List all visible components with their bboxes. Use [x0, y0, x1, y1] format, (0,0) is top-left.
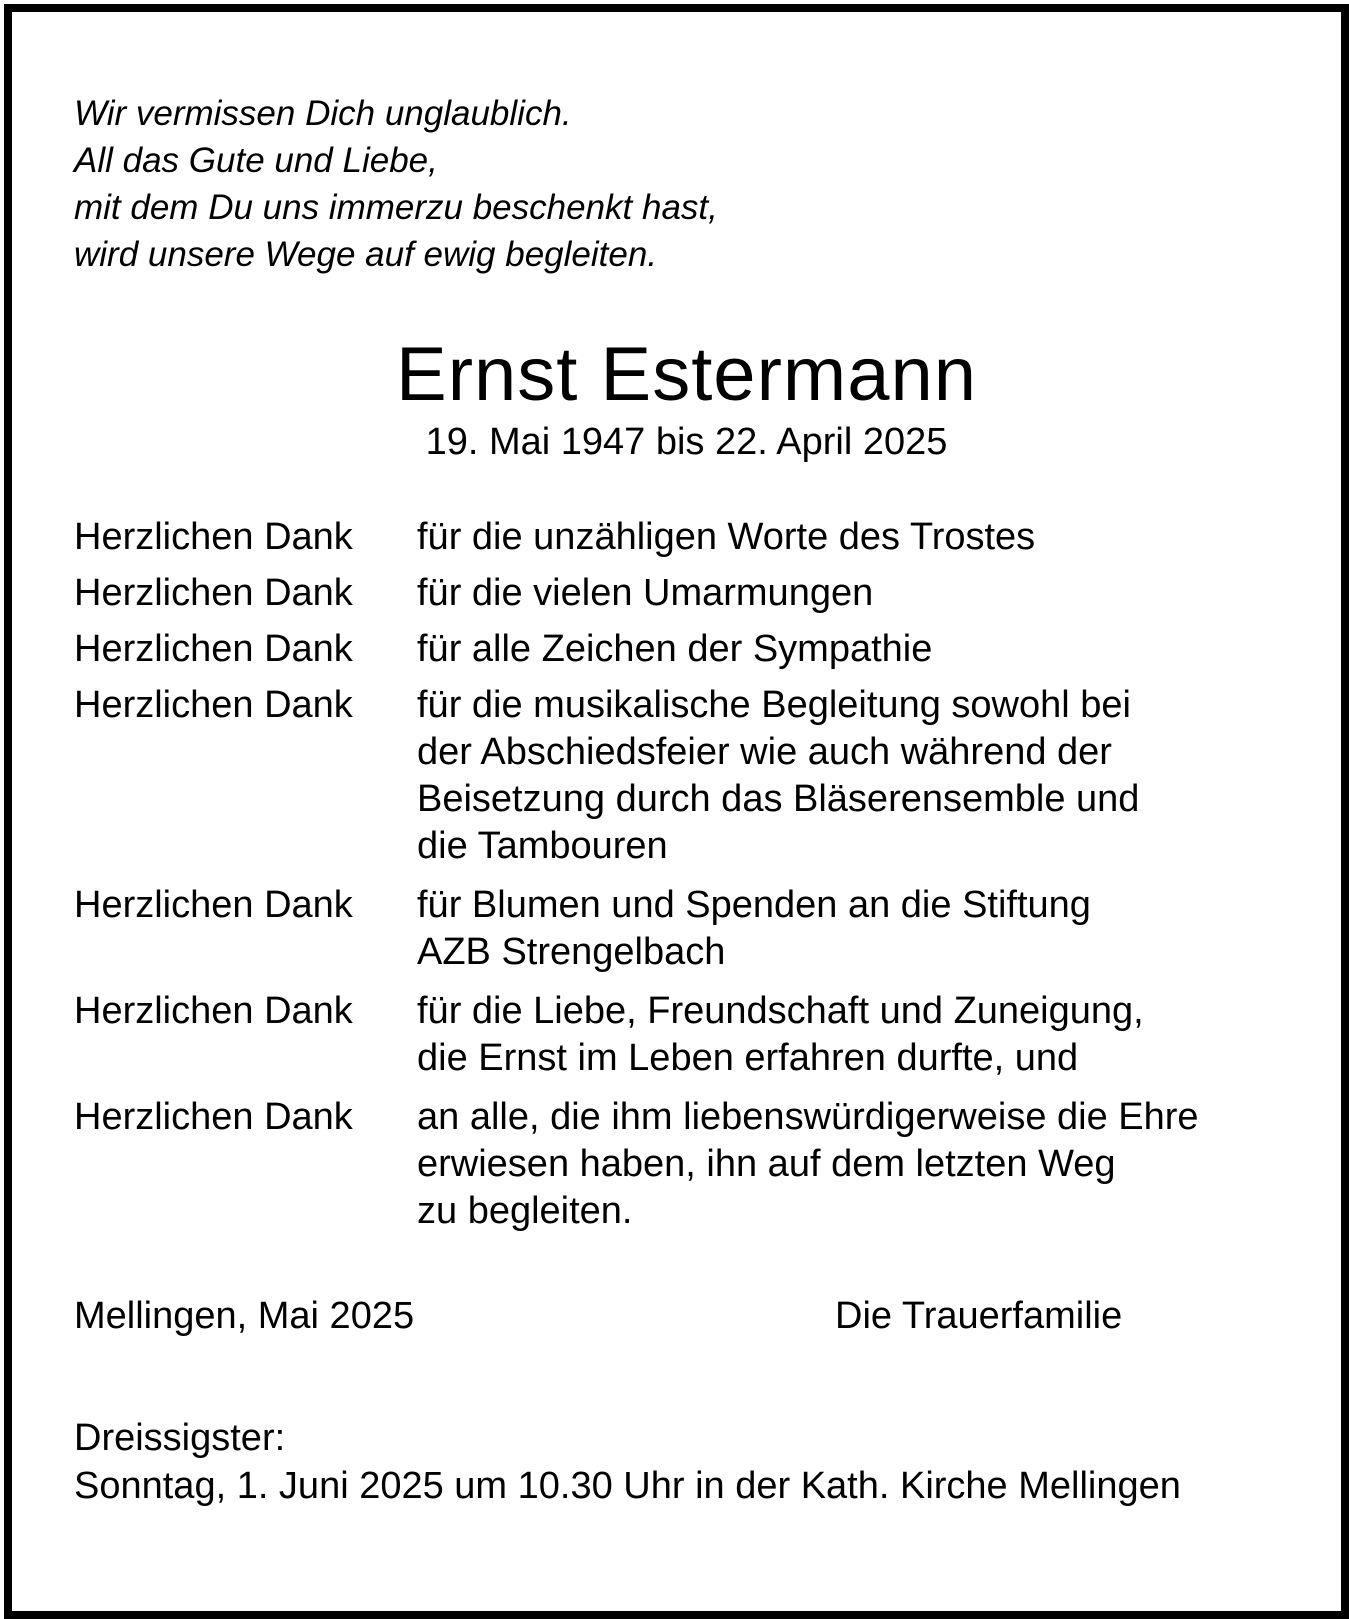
thanks-text-line: für Blumen und Spenden an die Stiftung	[417, 884, 1091, 926]
thanks-row	[74, 626, 1294, 673]
life-dates: 19. Mai 1947 bis 22. April 2025	[425, 421, 948, 463]
service-heading: Dreissigster:	[74, 1417, 286, 1459]
poem-line: mit dem Du uns immerzu beschenkt hast,	[74, 188, 718, 227]
thanks-label: Herzlichen Dank	[74, 684, 353, 726]
thanks-text-line: für die Liebe, Freundschaft und Zuneigung,	[417, 990, 1144, 1032]
thanks-label: Herzlichen Dank	[74, 628, 353, 670]
thanks-text	[417, 1094, 1294, 1235]
thanks-text-line: an alle, die ihm liebenswürdigerweise die Ehre	[417, 1096, 1199, 1138]
place-date: Mellingen, Mai 2025	[74, 1295, 415, 1337]
thanks-row	[74, 1094, 1294, 1235]
thanks-text-line: für alle Zeichen der Sympathie	[417, 628, 933, 670]
thanks-label: Herzlichen Dank	[74, 990, 353, 1032]
poem-line: wird unsere Wege auf ewig begleiten.	[74, 235, 658, 274]
thanks-row	[74, 570, 1294, 617]
thanks-text-line: für die vielen Umarmungen	[417, 572, 874, 614]
service-details: Sonntag, 1. Juni 2025 um 10.30 Uhr in der Kath. Kirche Mellingen	[74, 1465, 1181, 1507]
memorial-service	[74, 1414, 1181, 1510]
thanks-text-line: zu begleiten.	[417, 1190, 633, 1232]
thanks-text-line: für die musikalische Begleitung sowohl bei	[417, 684, 1131, 726]
thanks-row	[74, 882, 1294, 976]
thanks-label: Herzlichen Dank	[74, 572, 353, 614]
thanks-text	[417, 882, 1294, 976]
thanks-label: Herzlichen Dank	[74, 1096, 353, 1138]
thanks-text	[417, 626, 1294, 673]
thanks-label: Herzlichen Dank	[74, 516, 353, 558]
thanks-text-line: die Tambouren	[417, 825, 668, 867]
poem-line: All das Gute und Liebe,	[74, 141, 438, 180]
thanks-text-line: die Ernst im Leben erfahren durfte, und	[417, 1037, 1079, 1079]
thanks-list	[74, 514, 1294, 1244]
signature: Die Trauerfamilie	[835, 1295, 1123, 1337]
poem	[74, 90, 718, 278]
thanks-text-line: für die unzähligen Worte des Trostes	[417, 516, 1036, 558]
thanks-row	[74, 682, 1294, 870]
thanks-text-line: AZB Strengelbach	[417, 931, 726, 973]
thanks-text-line: erwiesen haben, ihn auf dem letzten Weg	[417, 1143, 1116, 1185]
poem-line: Wir vermissen Dich unglaublich.	[74, 94, 572, 133]
thanks-text	[417, 988, 1294, 1082]
thanks-label: Herzlichen Dank	[74, 884, 353, 926]
thanks-row	[74, 514, 1294, 561]
thanks-text-line: der Abschiedsfeier wie auch während der	[417, 731, 1112, 773]
thanks-text	[417, 514, 1294, 561]
obituary-card	[4, 4, 1349, 1619]
thanks-row	[74, 988, 1294, 1082]
thanks-text	[417, 682, 1294, 870]
deceased-name: Ernst Estermann	[396, 332, 977, 417]
thanks-text-line: Beisetzung durch das Bläserensemble und	[417, 778, 1140, 820]
thanks-text	[417, 570, 1294, 617]
